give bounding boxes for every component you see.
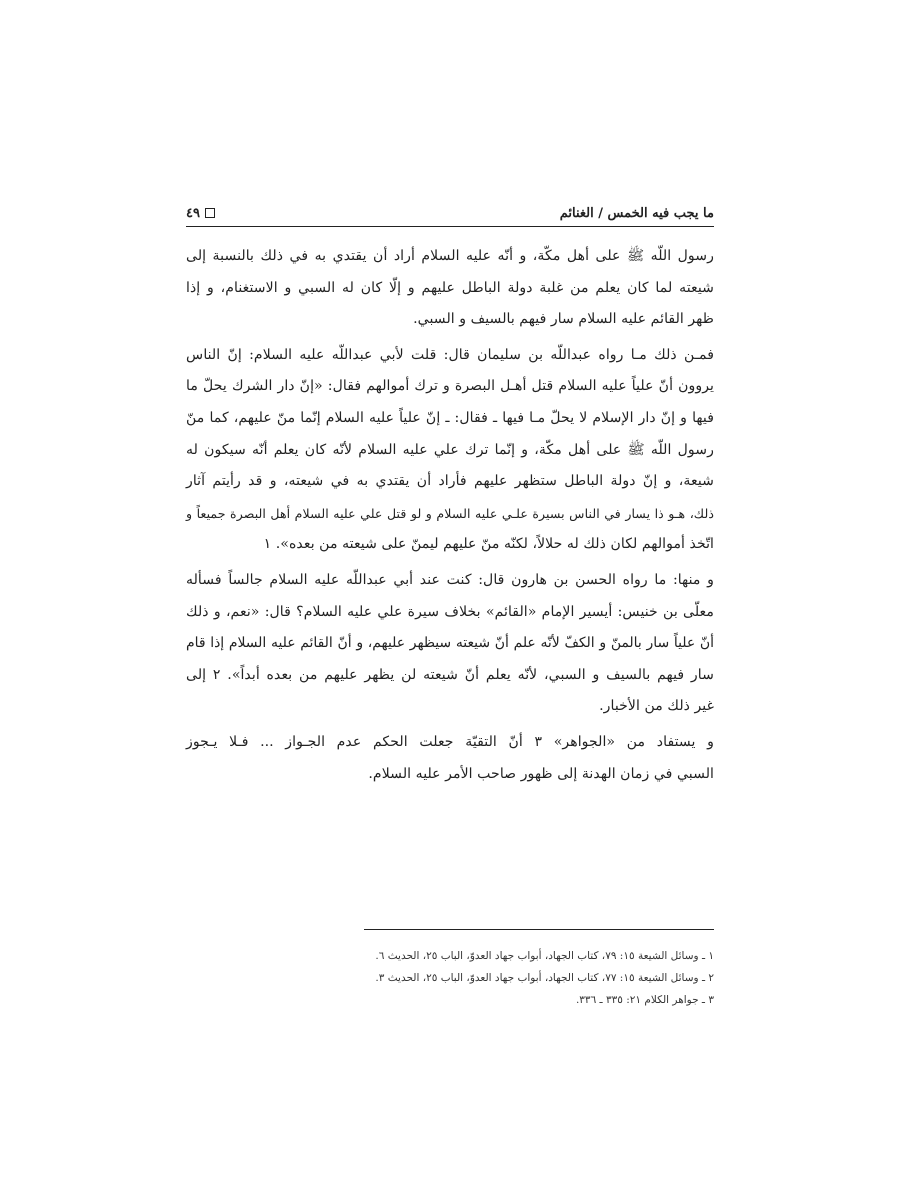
text-line: شيعته لما كان يعلم من غلبة دولة الباطل عليهم و إلّا كان له السبي و الاستغنام، و إذا — [186, 279, 714, 296]
page-header — [186, 200, 714, 227]
text-line: معلّى بن خنيس: أيسير الإمام «القائم» بخلاف سيرة علي عليه السلام؟ قال: «نعم، و ذلك — [186, 603, 714, 620]
footnotes — [186, 945, 714, 1011]
text-line: السبي في زمان الهدنة إلى ظهور صاحب الأمر عليه السلام. — [368, 765, 714, 782]
text-line: و منها: ما رواه الحسن بن هارون قال: كنت عند أبي عبداللّه عليه السلام جالساً فسأله — [186, 571, 714, 588]
text-line: و يستفاد من «الجواهر» ٣ أنّ التقيّة جعلت الحكم عدم الجـواز ... فـلا يـجوز — [186, 733, 715, 750]
text-line: رسول اللّه ﷺ على أهل مكّة، و إنّما ترك علي عليه السلام لأنّه كان يعلم أنّه سيكون له — [186, 441, 714, 458]
text-line: سار فيهم بالسيف و السبي، لأنّه يعلم أنّ شيعته لن يظهر عليهم من بعده أبداً». ٢ إلى — [186, 666, 714, 683]
text-line: رسول اللّه ﷺ على أهل مكّة، و أنّه عليه السلام أراد أن يقتدي به في ذلك بالنسبة إلى — [186, 248, 714, 264]
text-line: غير ذلك من الأخبار. — [599, 698, 714, 715]
square-box-icon — [205, 208, 215, 218]
footnote: ٣ ـ جواهر الكلام ٢١: ٣٣٥ ـ ٣٣٦. — [575, 994, 714, 1006]
text-line: اتّخذ أموالهم لكان ذلك له حلالاً، لكنّه منّ عليهم ليمنّ على شيعته من بعده». ١ — [263, 536, 714, 553]
text-line: فمـن ذلك مـا رواه عبداللّه بن سليمان قال: قلت لأبي عبداللّه عليه السلام: إنّ الناس — [186, 346, 714, 363]
page-number: ٤٩ — [186, 205, 200, 221]
running-title: ما يجب فيه الخمس / الغنائم — [559, 205, 714, 221]
text-line: شيعة، و إنّ دولة الباطل ستظهر عليهم فأراد أن يقتدي به في شيعته، و قد رأيتم آثار — [186, 473, 714, 490]
text-line: ظهر القائم عليه السلام سار فيهم بالسيف و السبي. — [413, 311, 714, 328]
text-line: فيها و إنّ دار الإسلام لا يحلّ مـا فيها ـ فقال: ـ إنّ علياً عليه السلام إنّما منّ عليهم، كما منّ — [186, 409, 714, 426]
text-line: ذلك، هـو ذا يسار في الناس بسيرة علـي عليه السلام و لو قتل علي عليه السلام أهل البصرة جميعاً و — [186, 505, 714, 521]
footnote: ٢ ـ وسائل الشيعة ١٥: ٧٧، كتاب الجهاد، أبواب جهاد العدوّ، الباب ٢٥، الحديث ٣. — [375, 972, 714, 984]
footnote: ١ ـ وسائل الشيعة ١٥: ٧٩، كتاب الجهاد، أبواب جهاد العدوّ، الباب ٢٥، الحديث ٦. — [375, 950, 714, 962]
text-line: يروون أنّ علياً عليه السلام قتل أهـل البصرة و ترك أموالهم فقال: «إنّ دار الشرك يحلّ ما — [186, 378, 714, 395]
page-number-group — [186, 206, 215, 221]
text-line: أنّ علياً سار بالمنّ و الكفّ لأنّه علم أنّ شيعته سيظهر عليهم، و أنّ القائم عليه السلام إذا قام — [186, 635, 714, 652]
main-text — [186, 241, 714, 790]
footnote-divider — [364, 929, 714, 930]
